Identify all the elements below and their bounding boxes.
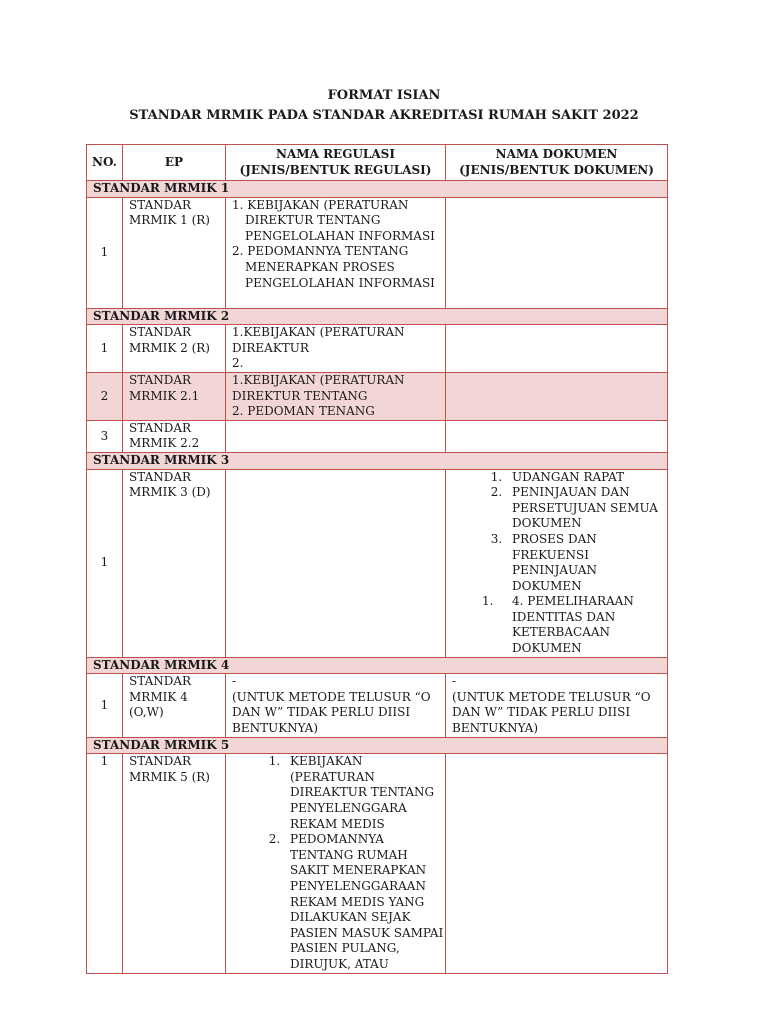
row-number: 3 <box>87 420 123 452</box>
dokumen-item: 3. PROSES DAN FREKUENSI PENINJAUAN DOKUMEN <box>506 532 667 594</box>
regulasi-item: 2. PEDOMANNYA TENTANG RUMAH SAKIT MENERAPKAN PENYELENGGARAAN REKAM MEDIS YANG DILAKUKAN SEJAK PASIEN MASUK SAMPAI PASIEN PULANG, DIRUJUK, ATAU <box>284 832 445 972</box>
section-title: STANDAR MRMIK 2 <box>87 308 668 325</box>
table-row <box>87 754 668 973</box>
table-row <box>87 420 668 452</box>
regulasi-cell <box>226 674 446 737</box>
standards-table <box>86 144 668 974</box>
regulasi-item: 2. <box>232 356 244 371</box>
regulasi-note: (UNTUK METODE TELUSUR “O DAN W” TIDAK PERLU DIISI BENTUKNYA) <box>232 689 431 736</box>
dokumen-cell <box>446 372 668 420</box>
section-title: STANDAR MRMIK 1 <box>87 181 668 198</box>
table-row <box>87 197 668 308</box>
dokumen-cell <box>446 420 668 452</box>
section-title: STANDAR MRMIK 4 <box>87 657 668 674</box>
row-number: 1 <box>87 197 123 308</box>
dokumen-extra-item <box>452 594 667 656</box>
regulasi-item: 1.KEBIJAKAN (PERATURAN DIREKTUR TENTANG <box>232 372 405 403</box>
dokumen-note: (UNTUK METODE TELUSUR “O DAN W” TIDAK PERLU DIISI BENTUKNYA) <box>452 689 651 736</box>
ep-cell: STANDAR MRMIK 4 (O,W) <box>123 674 226 737</box>
ep-cell: STANDAR MRMIK 2.1 <box>123 372 226 420</box>
section-row <box>87 737 668 754</box>
ep-cell: STANDAR MRMIK 2 (R) <box>123 325 226 373</box>
row-number: 1 <box>87 674 123 737</box>
table-row <box>87 372 668 420</box>
regulasi-item: 2. PEDOMANNYA TENTANG MENERAPKAN PROSES PENGELOLAHAN INFORMASI <box>232 244 435 290</box>
row-number: 1 <box>87 754 123 973</box>
section-title: STANDAR MRMIK 3 <box>87 452 668 469</box>
regulasi-dash: - <box>232 674 237 689</box>
header-ep: EP <box>123 145 226 181</box>
document-title: FORMAT ISIAN <box>327 88 441 103</box>
regulasi-item: 1. KEBIJAKAN (PERATURAN DIREAKTUR TENTANG PENYELENGGARA REKAM MEDIS <box>284 754 445 832</box>
header-row <box>87 145 668 181</box>
section-title: STANDAR MRMIK 5 <box>87 737 668 754</box>
regulasi-item: 1.KEBIJAKAN (PERATURAN DIREAKTUR <box>232 325 405 355</box>
ep-cell: STANDAR MRMIK 1 (R) <box>123 197 226 308</box>
document-subtitle: STANDAR MRMIK PADA STANDAR AKREDITASI RUMAH SAKIT 2022 <box>129 108 639 123</box>
dokumen-cell <box>446 674 668 737</box>
regulasi-item: 1. KEBIJAKAN (PERATURAN DIREKTUR TENTANG PENGELOLAHAN INFORMASI <box>232 197 435 243</box>
dokumen-item: 2. PENINJAUAN DAN PERSETUJUAN SEMUA DOKUMEN <box>506 485 667 532</box>
row-number: 1 <box>87 469 123 657</box>
dokumen-item: 1. UDANGAN RAPAT <box>506 470 667 486</box>
row-number: 2 <box>87 372 123 420</box>
header-no: NO. <box>87 145 123 181</box>
ep-cell: STANDAR MRMIK 2.2 <box>123 420 226 452</box>
dokumen-extra-text: 4. PEMELIHARAAN IDENTITAS DAN KETERBACAAN DOKUMEN <box>512 594 634 656</box>
regulasi-cell <box>226 197 446 308</box>
table-row <box>87 325 668 373</box>
dokumen-cell <box>446 197 668 308</box>
regulasi-item: 2. PEDOMAN TENANG <box>232 404 375 419</box>
dokumen-dash: - <box>452 674 457 689</box>
section-row <box>87 452 668 469</box>
regulasi-cell <box>226 420 446 452</box>
regulasi-cell <box>226 469 446 657</box>
section-row <box>87 181 668 198</box>
header-regulasi: NAMA REGULASI (JENIS/BENTUK REGULASI) <box>226 145 446 181</box>
row-number: 1 <box>87 325 123 373</box>
dokumen-extra-marker: 1. <box>482 594 494 609</box>
table-row <box>87 674 668 737</box>
dokumen-cell <box>446 754 668 973</box>
ep-cell: STANDAR MRMIK 5 (R) <box>123 754 226 973</box>
regulasi-cell <box>226 372 446 420</box>
header-dokumen: NAMA DOKUMEN (JENIS/BENTUK DOKUMEN) <box>446 145 668 181</box>
section-row <box>87 308 668 325</box>
dokumen-cell <box>446 469 668 657</box>
regulasi-cell <box>226 325 446 373</box>
dokumen-cell <box>446 325 668 373</box>
ep-cell: STANDAR MRMIK 3 (D) <box>123 469 226 657</box>
section-row <box>87 657 668 674</box>
regulasi-cell <box>226 754 446 973</box>
table-row <box>87 469 668 657</box>
